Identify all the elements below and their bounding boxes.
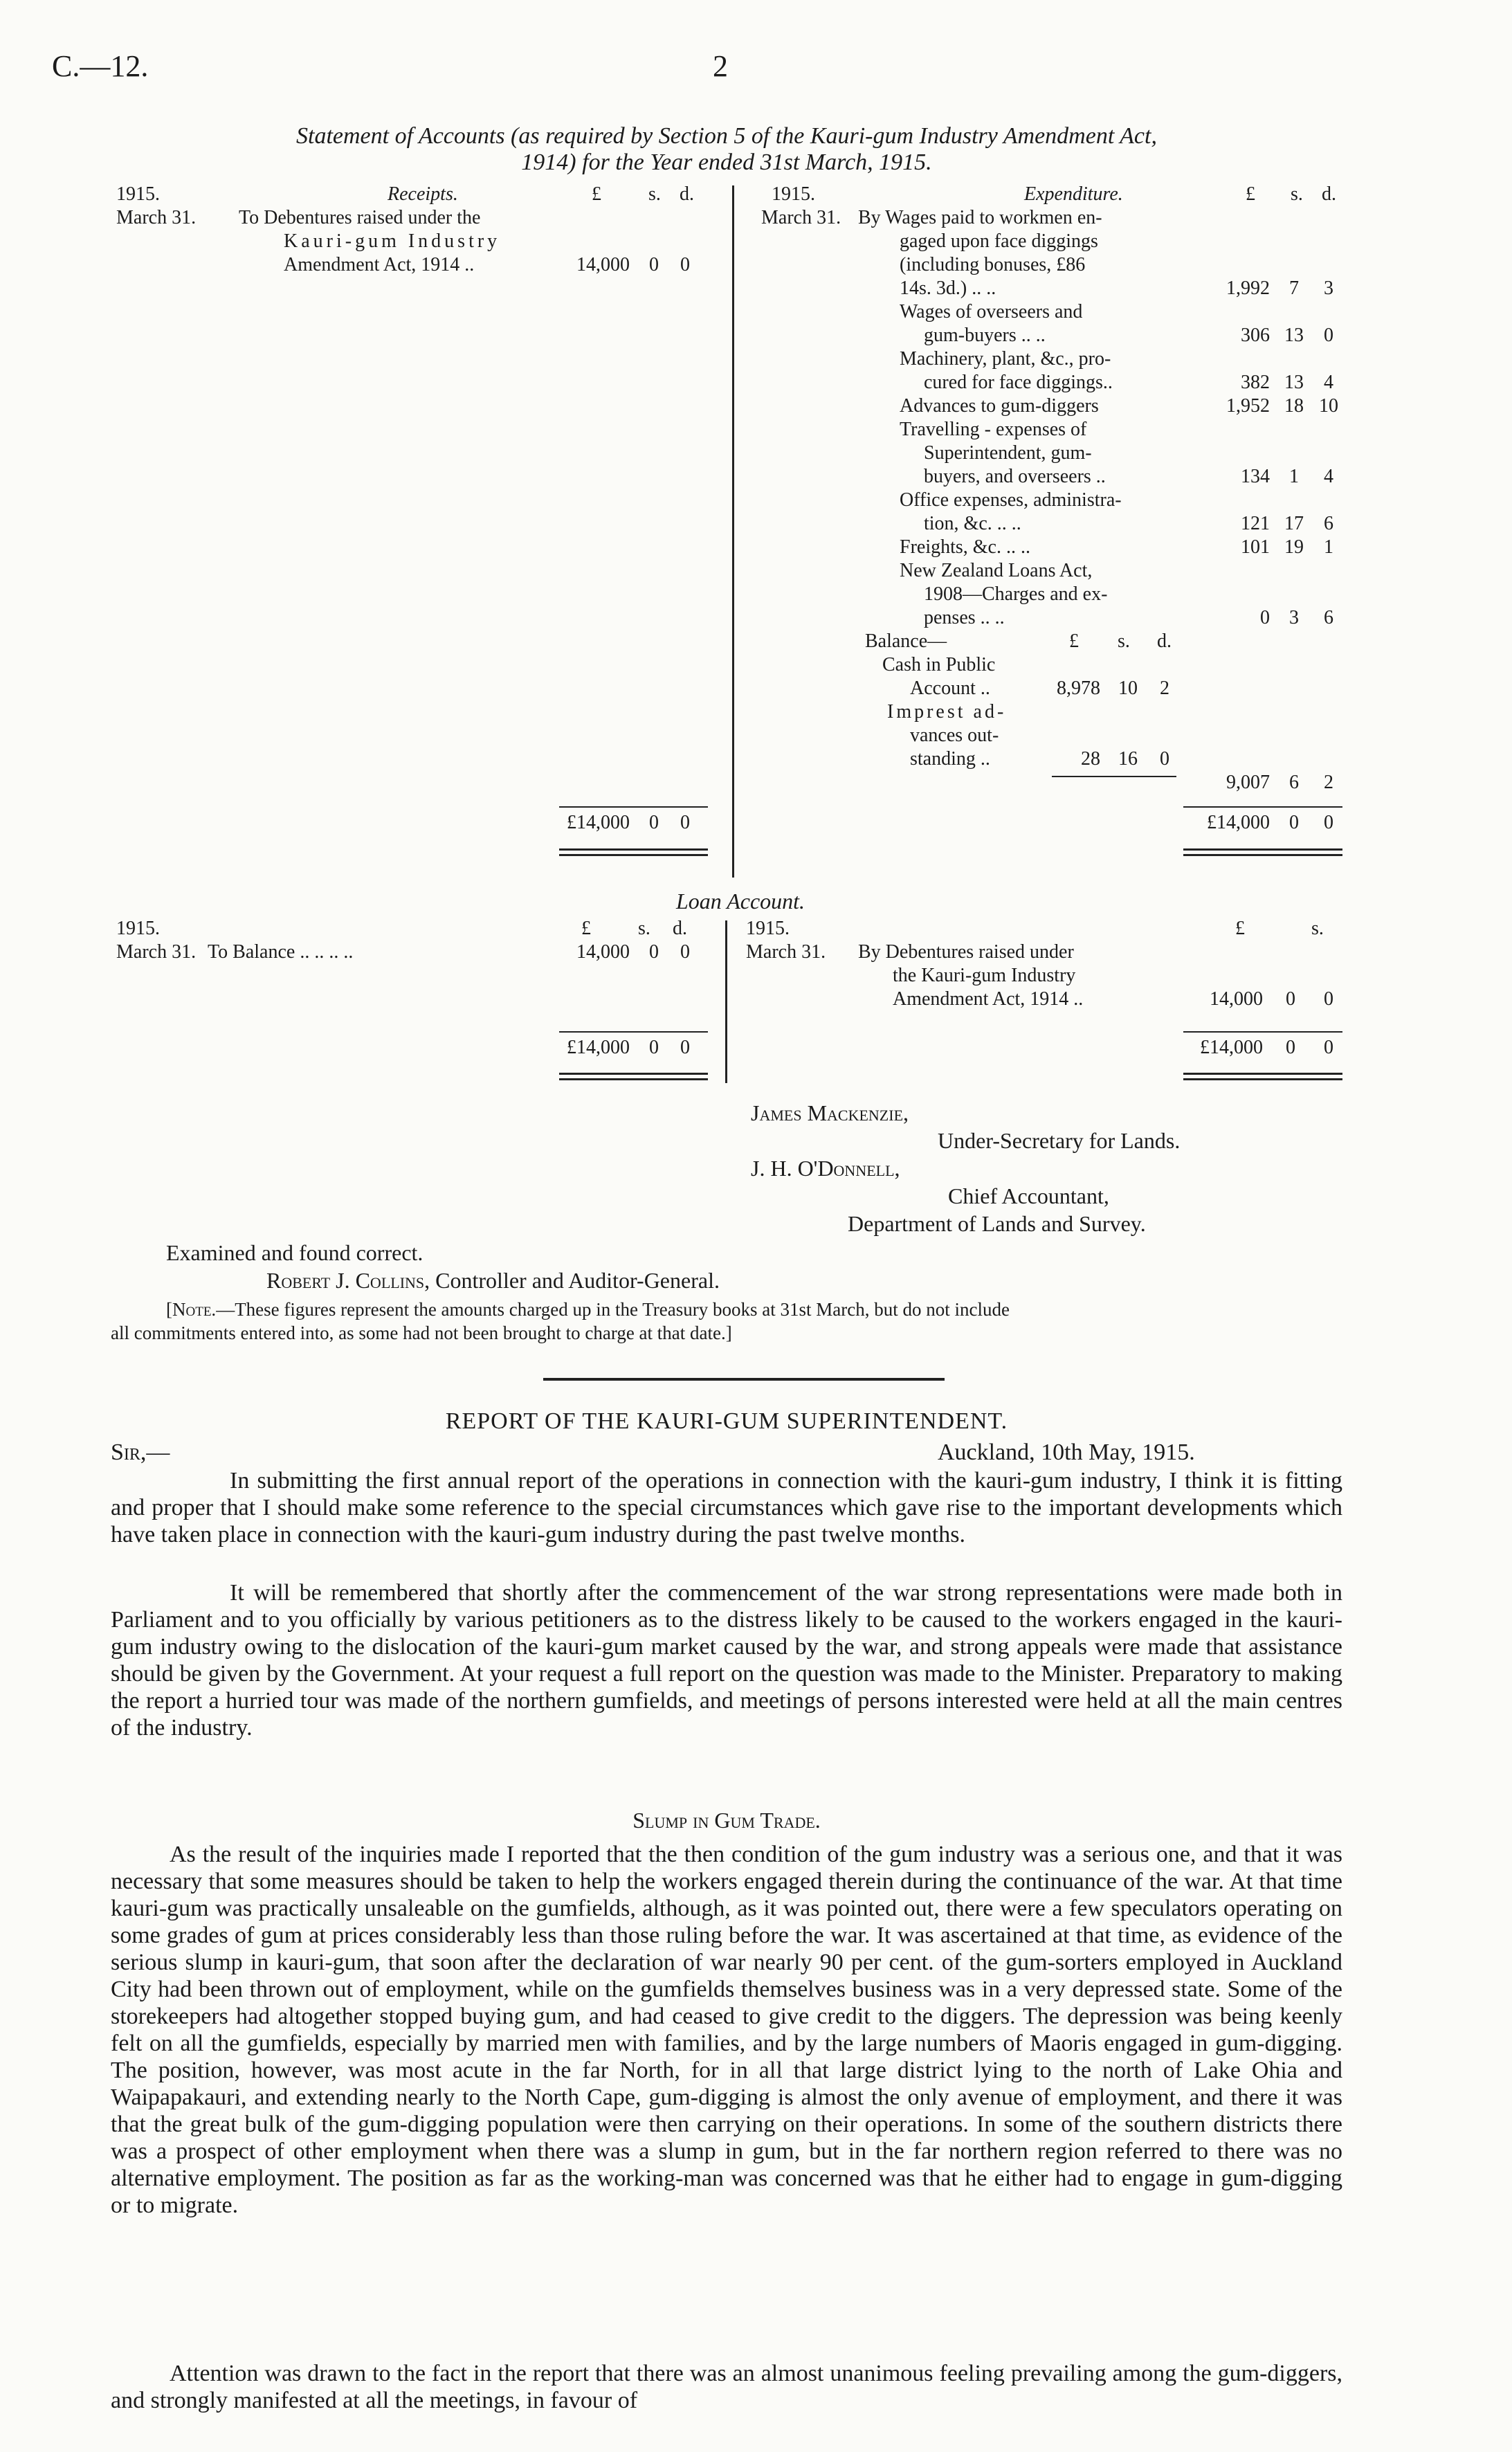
expenditure-item-pounds: 134 (1241, 466, 1270, 487)
expenditure-col-pounds: £ (1246, 183, 1255, 205)
loan-left-total-rule (559, 1031, 708, 1033)
receipts-item-line: To Debentures raised under the (239, 207, 481, 228)
balance-col-pounds: £ (1069, 630, 1079, 652)
expenditure-item-pence: 10 (1319, 395, 1338, 417)
signatory-name: James Mackenzie, (751, 1100, 909, 1125)
auditor-name: Robert J. Collins, (266, 1268, 430, 1293)
loan-left-total-pence: 0 (680, 1037, 690, 1058)
loan-account-title: Loan Account. (675, 889, 805, 914)
balance-item-line: vances out- (910, 725, 999, 746)
loan-right-total-pence: 0 (1324, 1037, 1333, 1058)
expenditure-item-line: New Zealand Loans Act, (900, 560, 1093, 581)
expenditure-item-shillings: 7 (1289, 278, 1299, 299)
note-line1 (166, 1298, 1342, 1321)
note-text: —These figures represent the amounts charged up in the Treasury books at 31st March, but do not include (216, 1299, 1010, 1320)
loan-right-total-rule (1183, 1031, 1342, 1033)
balance-item-shillings: 16 (1118, 748, 1138, 770)
expenditure-item-pounds: 382 (1241, 372, 1270, 393)
receipts-item-pounds: 14,000 (576, 254, 630, 275)
loan-left-col-shillings: s. (638, 918, 650, 939)
loan-left-item: To Balance .. .. .. .. (208, 941, 354, 963)
expenditure-item-line: 14s. 3d.) .. .. (900, 278, 996, 299)
receipts-item-pence: 0 (680, 254, 690, 275)
balance-total-pence: 2 (1324, 772, 1333, 793)
loan-left-pounds: 14,000 (576, 941, 630, 963)
report-paragraph: Attention was drawn to the fact in the report that there was an almost unanimous feeling prevailing among the gum-diggers, and strongly manifested at all the meetings, in favour of (111, 2361, 1342, 2413)
expenditure-item-pence: 6 (1324, 607, 1333, 628)
expenditure-item-line: penses .. .. (924, 607, 1005, 628)
receipts-total-pounds: £14,000 (567, 812, 630, 833)
loan-right-pounds: 14,000 (1210, 988, 1263, 1010)
report-subheading: Slump in Gum Trade. (632, 1808, 821, 1833)
expenditure-item-line: Travelling - expenses of (900, 419, 1087, 440)
expenditure-item-line: gum-buyers .. .. (924, 325, 1046, 346)
balance-item-line: Cash in Public (882, 654, 996, 675)
receipts-total-shillings: 0 (649, 812, 659, 833)
loan-right-shillings: 0 (1286, 988, 1295, 1010)
balance-item-pounds: 8,978 (1057, 678, 1100, 699)
expenditure-item-pounds: 1,992 (1226, 278, 1270, 299)
receipts-double-rule (559, 854, 708, 856)
expenditure-item-shillings: 1 (1289, 466, 1299, 487)
expenditure-col-pence: d. (1322, 183, 1336, 205)
expenditure-item-line: Machinery, plant, &c., pro- (900, 348, 1111, 370)
expenditure-total-pounds: £14,000 (1207, 812, 1270, 833)
loan-right-item-line: Amendment Act, 1914 .. (893, 988, 1084, 1010)
account-divider (732, 185, 734, 878)
loan-divider (725, 920, 727, 1083)
report-paragraph: As the result of the inquiries made I reported that the then condition of the gum industry was a serious one, and that it was necessary that some measures should be taken to help the workers engaged therein during the continuance of the war. At that time kauri-gum was practically unsaleable on the gumfields, although, as it was pointed out, there were a few speculators operating on some grades of gum at prices considerably less than those ruling before the war. It was ascertained at that time, as evidence of the serious slump in kauri-gum, that soon after the declaration of war nearly 90 per cent. of the gum-sorters employed in Auckland City had been thrown out of employment, while on the gumfields themselves business was in a very depressed state. Some of the storekeepers had altogether stopped buying gum, and had ceased to give credit to the diggers. The depression was being keenly felt on all the gumfields, especially by married men with families, and by the large numbers of Maoris engaged in gum-digging. The position, however, was most acute in the far North, for in all that large district lying to the north of Lake Ohia and Waipapakauri, and extending nearly to the North Cape, gum-digging is almost the only avenue of employment, and there it was that the great bulk of the gum-digging population were then carrying on their operations. In some of the southern districts there was a prospect of other employment when there was a slump in gum, but in the far northern region referred to there was no alternative employment. The position as far as the working-man was concerned was that he either had to engage in gum-digging or to migrate. (111, 1842, 1342, 2218)
balance-item-line: standing .. (910, 748, 990, 770)
report-heading: REPORT OF THE KAURI-GUM SUPERINTENDENT. (445, 1408, 1008, 1434)
loan-right-year: 1915. (746, 918, 790, 939)
signatory-title: Under-Secretary for Lands. (938, 1128, 1181, 1153)
loan-left-col-pence: d. (673, 918, 687, 939)
expenditure-item-shillings: 13 (1284, 372, 1304, 393)
report-place-date: Auckland, 10th May, 1915. (938, 1440, 1195, 1465)
receipts-col-pence: d. (680, 183, 694, 205)
loan-right-item-line: the Kauri-gum Industry (893, 965, 1076, 986)
expenditure-item-pounds: 101 (1241, 536, 1270, 558)
expenditure-year: 1915. (772, 183, 815, 205)
receipts-total-rule (559, 806, 708, 808)
loan-right-pence: 0 (1324, 988, 1333, 1010)
balance-total-shillings: 6 (1289, 772, 1299, 793)
loan-right-double-rule (1183, 1078, 1342, 1080)
expenditure-item-pence: 4 (1324, 372, 1333, 393)
expenditure-item-pence: 3 (1324, 278, 1333, 299)
expenditure-item-line: cured for face diggings.. (924, 372, 1113, 393)
expenditure-item-line: Advances to gum-diggers (900, 395, 1099, 417)
expenditure-total-pence: 0 (1324, 812, 1333, 833)
receipts-total-pence: 0 (680, 812, 690, 833)
balance-item-pence: 2 (1160, 678, 1169, 699)
expenditure-item-line: Office expenses, administra- (900, 489, 1122, 511)
note-line2: all commitments entered into, as some had not been brought to charge at that date.] (111, 1323, 732, 1343)
loan-right-date: March 31. (746, 941, 826, 963)
balance-item-line: Account .. (910, 678, 990, 699)
expenditure-item-pounds: 1,952 (1226, 395, 1270, 417)
receipts-year: 1915. (116, 183, 160, 205)
loan-left-year: 1915. (116, 918, 160, 939)
balance-col-shillings: s. (1118, 630, 1130, 652)
receipts-item-line: Amendment Act, 1914 .. (284, 254, 475, 275)
receipts-heading: Receipts. (388, 183, 458, 205)
balance-rule (1052, 776, 1176, 777)
section-divider (543, 1378, 945, 1381)
balance-label: Balance— (865, 630, 947, 652)
balance-col-pence: d. (1157, 630, 1172, 652)
receipts-col-shillings: s. (648, 183, 661, 205)
expenditure-item-line: gaged upon face diggings (900, 230, 1098, 252)
receipts-item-shillings: 0 (649, 254, 659, 275)
expenditure-date: March 31. (761, 207, 841, 228)
expenditure-total-rule (1183, 806, 1342, 808)
expenditure-item-shillings: 3 (1289, 607, 1299, 628)
expenditure-item-shillings: 19 (1284, 536, 1304, 558)
expenditure-item-line: Superintendent, gum- (924, 442, 1092, 464)
loan-right-col-shillings: s. (1311, 918, 1324, 939)
signatory-title: Department of Lands and Survey. (848, 1211, 1146, 1236)
loan-left-double-rule (559, 1078, 708, 1080)
expenditure-item-pounds: 0 (1260, 607, 1270, 628)
expenditure-item-line: Wages of overseers and (900, 301, 1083, 323)
balance-item-pence: 0 (1160, 748, 1169, 770)
note-label: [Note. (166, 1299, 217, 1320)
expenditure-item-line: (including bonuses, £86 (900, 254, 1086, 275)
expenditure-item-pence: 0 (1324, 325, 1333, 346)
balance-item-line: Imprest ad- (887, 701, 1007, 723)
expenditure-item-pounds: 306 (1241, 325, 1270, 346)
expenditure-double-rule (1183, 848, 1342, 851)
expenditure-item-shillings: 18 (1284, 395, 1304, 417)
signatory-title: Chief Accountant, (948, 1183, 1109, 1208)
expenditure-item-pence: 6 (1324, 513, 1333, 534)
balance-item-shillings: 10 (1118, 678, 1138, 699)
expenditure-item-line: buyers, and overseers .. (924, 466, 1106, 487)
report-paragraph: It will be remembered that shortly after the commencement of the war strong representations were made both in Parliament and to you officially by various petitioners as to the distress likely to be caused to the workers engaged in the kauri-gum industry owing to the dislocation of the kauri-gum market caused by the war, and strong appeals were made that assistance should be given by the Government. At your request a full report on the question was made to the Minister. Preparatory to making the report a hurried tour was made of the northern gumfields, and meetings of persons interested were held at all the main centres of the industry. (111, 1580, 1342, 1741)
report-paragraph: In submitting the first annual report of the operations in connection with the kauri-gum industry, I think it is fitting and proper that I should make some reference to the special circumstances which gave rise to the important developments which have taken place in connection with the kauri-gum industry during the past twelve months. (111, 1468, 1342, 1547)
expenditure-item-line: Freights, &c. .. .. (900, 536, 1030, 558)
expenditure-item-pence: 1 (1324, 536, 1333, 558)
loan-left-date: March 31. (116, 941, 197, 963)
statement-title-line2: 1914) for the Year ended 31st March, 1915. (521, 149, 932, 175)
document-code: C.—12. (52, 49, 149, 83)
expenditure-item-line: By Wages paid to workmen en- (858, 207, 1102, 228)
expenditure-item-line: tion, &c. .. .. (924, 513, 1021, 534)
expenditure-heading: Expenditure. (1024, 183, 1123, 205)
expenditure-item-shillings: 17 (1284, 513, 1304, 534)
loan-left-double-rule (559, 1073, 708, 1075)
signatory-name: J. H. O'Donnell, (751, 1156, 900, 1181)
loan-right-total-shillings: 0 (1286, 1037, 1295, 1058)
loan-right-total-pounds: £14,000 (1200, 1037, 1263, 1058)
receipts-date: March 31. (116, 207, 197, 228)
examined-line: Examined and found correct. (166, 1240, 423, 1265)
loan-right-double-rule (1183, 1073, 1342, 1075)
statement-title-line1: Statement of Accounts (as required by Section 5 of the Kauri-gum Industry Amendment Act, (296, 123, 1157, 149)
loan-left-shillings: 0 (649, 941, 659, 963)
expenditure-double-rule (1183, 854, 1342, 856)
receipts-col-pounds: £ (592, 183, 601, 205)
loan-right-item-line: By Debentures raised under (858, 941, 1074, 963)
report-salutation: Sir,— (111, 1440, 170, 1465)
expenditure-item-pounds: 121 (1241, 513, 1270, 534)
page-number: 2 (713, 49, 728, 83)
expenditure-item-pence: 4 (1324, 466, 1333, 487)
receipts-double-rule (559, 848, 708, 851)
loan-right-col-pounds: £ (1235, 918, 1245, 939)
expenditure-total-shillings: 0 (1289, 812, 1299, 833)
balance-total-pounds: 9,007 (1226, 772, 1270, 793)
expenditure-item-shillings: 13 (1284, 325, 1304, 346)
expenditure-col-shillings: s. (1291, 183, 1303, 205)
auditor-title: Controller and Auditor-General. (435, 1268, 720, 1293)
loan-left-col-pounds: £ (581, 918, 591, 939)
expenditure-item-line: 1908—Charges and ex- (924, 583, 1108, 605)
receipts-item-line: Kauri-gum Industry (284, 230, 501, 252)
loan-left-total-shillings: 0 (649, 1037, 659, 1058)
loan-left-pence: 0 (680, 941, 690, 963)
balance-item-pounds: 28 (1081, 748, 1100, 770)
auditor-line (266, 1268, 720, 1293)
loan-left-total-pounds: £14,000 (567, 1037, 630, 1058)
